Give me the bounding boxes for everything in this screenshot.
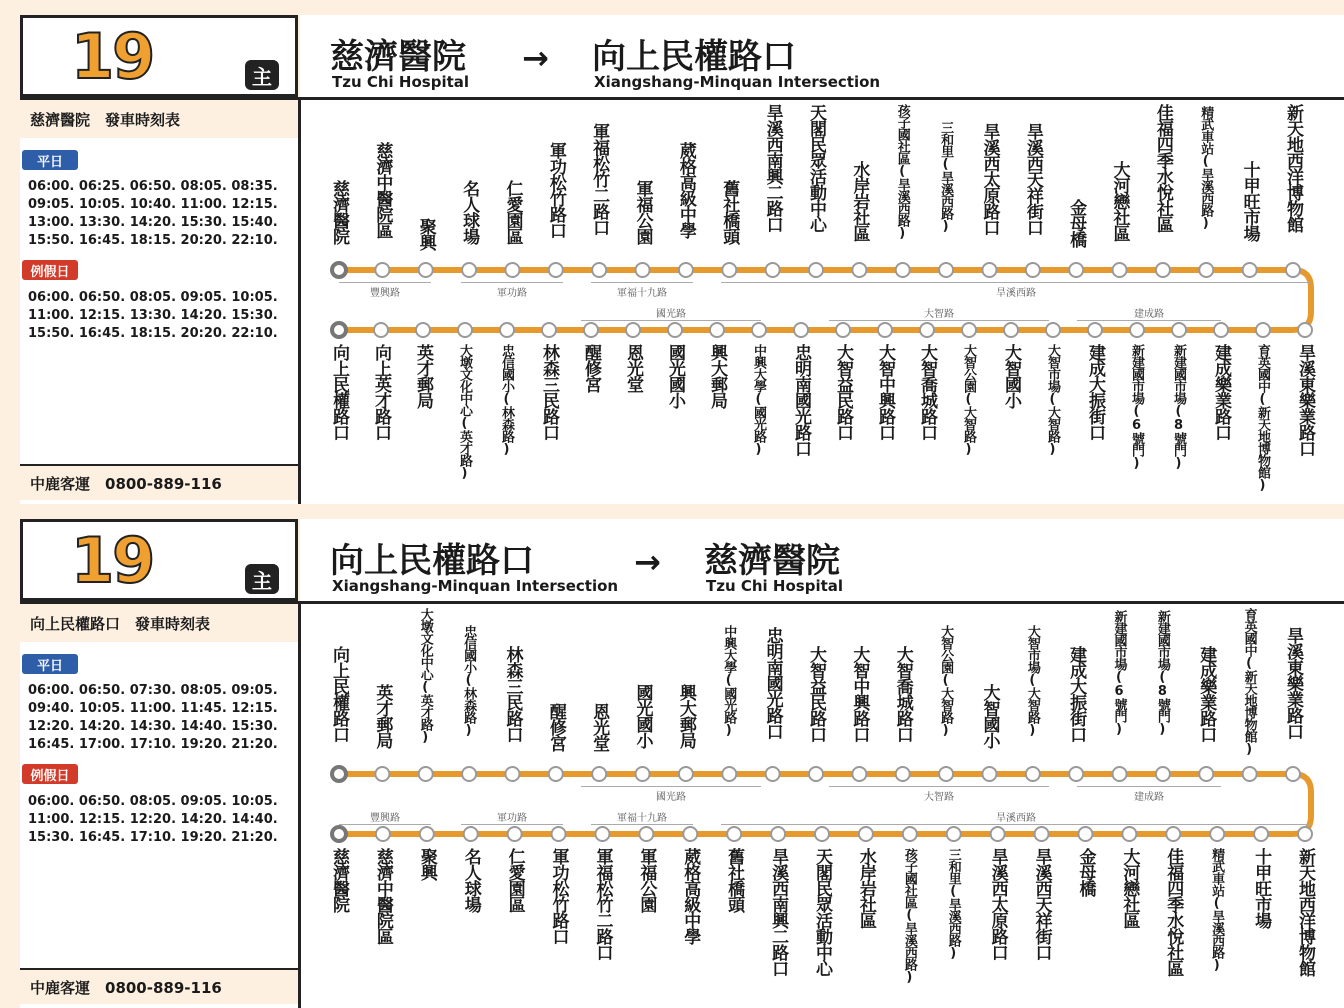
destination-title-zh: 慈濟醫院 bbox=[704, 541, 840, 581]
destination-title-en: Xiangshang-Minquan Intersection bbox=[594, 73, 881, 91]
road-segment-bar bbox=[591, 824, 693, 825]
stop-marker bbox=[1298, 323, 1312, 337]
stop-marker bbox=[549, 767, 563, 781]
road-label: 建成路 bbox=[1134, 309, 1164, 320]
road-segment-bar bbox=[339, 282, 431, 283]
stop-name: 名人球場 bbox=[459, 180, 480, 244]
stop-marker bbox=[679, 263, 693, 277]
stop-name: 忠信國小(林森路) bbox=[499, 344, 514, 456]
stop-marker bbox=[852, 767, 866, 781]
road-segment-bar bbox=[829, 320, 1049, 321]
stop-name: 中興大學(國光路) bbox=[751, 344, 766, 456]
stop-marker bbox=[1210, 827, 1224, 841]
origin-title-zh: 慈濟醫院 bbox=[330, 37, 466, 77]
stop-name: 大智喬城路口 bbox=[917, 344, 937, 440]
stop-marker bbox=[991, 827, 1005, 841]
stop-marker bbox=[1004, 323, 1018, 337]
stop-name: 興大郵局 bbox=[707, 344, 727, 408]
stop-name: 恩光堂 bbox=[589, 703, 610, 751]
stop-name: 中興大學(國光路) bbox=[721, 625, 737, 737]
stop-marker bbox=[462, 263, 476, 277]
stop-marker bbox=[1113, 767, 1127, 781]
stop-name: 軍福松竹二路口 bbox=[592, 848, 613, 960]
stop-marker bbox=[962, 323, 976, 337]
road-segment-bar bbox=[829, 786, 1049, 787]
stop-marker bbox=[1156, 263, 1170, 277]
stop-marker bbox=[982, 767, 996, 781]
stop-name: 育英國中(新天地博物館) bbox=[1255, 344, 1270, 492]
stop-marker bbox=[1026, 263, 1040, 277]
stop-marker bbox=[419, 767, 433, 781]
stop-name: 醒修宮 bbox=[545, 703, 566, 751]
road-segment-bar bbox=[1077, 786, 1221, 787]
stop-name: 三和里(旱溪西路) bbox=[938, 121, 954, 233]
stop-marker bbox=[500, 323, 514, 337]
stop-name: 忠信國小(林森路) bbox=[461, 625, 477, 737]
stop-marker bbox=[668, 323, 682, 337]
stop-name: 金母橋 bbox=[1075, 848, 1096, 896]
stop-name: 大墩文化中心(英才路) bbox=[457, 344, 472, 480]
road-label: 建成路 bbox=[1134, 792, 1164, 803]
stop-marker bbox=[809, 767, 823, 781]
stop-marker bbox=[1243, 767, 1257, 781]
stop-marker bbox=[771, 827, 785, 841]
stop-marker bbox=[1078, 827, 1092, 841]
stop-marker bbox=[722, 263, 736, 277]
stop-name: 醒修宮 bbox=[581, 344, 601, 392]
stop-name: 大智公園(大智路) bbox=[961, 344, 976, 456]
stop-name: 大河戀社區 bbox=[1109, 161, 1130, 241]
direction-header bbox=[300, 504, 1344, 602]
stop-name: 英才郵局 bbox=[372, 684, 393, 748]
direction-arrow-icon: → bbox=[634, 543, 661, 581]
stop-marker bbox=[505, 263, 519, 277]
stop-marker bbox=[376, 827, 390, 841]
holiday-tag: 例假日 bbox=[22, 260, 78, 280]
stop-name: 舊社橋頭 bbox=[719, 180, 740, 244]
weekday-tag: 平日 bbox=[22, 150, 78, 170]
timetable bbox=[20, 100, 298, 504]
stop-name: 林森三民路口 bbox=[502, 646, 523, 742]
direction-header bbox=[300, 0, 1344, 98]
road-label: 軍功路 bbox=[497, 288, 527, 299]
stop-name: 新建國市場(8號門) bbox=[1154, 610, 1170, 736]
stop-name: 新建國市場(6號門) bbox=[1111, 610, 1127, 736]
direction-arrow-icon: → bbox=[522, 39, 549, 77]
stop-name: 旱溪西太原路口 bbox=[979, 123, 1000, 235]
route-number: 19 bbox=[71, 524, 154, 597]
road-label: 國光路 bbox=[656, 309, 686, 320]
stop-name: 金母橋 bbox=[1066, 199, 1087, 247]
stop-marker bbox=[1254, 827, 1268, 841]
holiday-times: 06:00. 06:50. 08:05. 09:05. 10:05. 11:00. 12:15. 12:20. 14:20. 14:40. 15:30. 16:45. 17:10. 19:20. 21:20. bbox=[28, 794, 278, 845]
stop-marker bbox=[626, 323, 640, 337]
company-contact: 中鹿客運 0800-889-116 bbox=[20, 968, 298, 1004]
stop-name: 恩光堂 bbox=[623, 344, 643, 392]
road-label: 國光路 bbox=[656, 792, 686, 803]
stop-marker bbox=[1130, 323, 1144, 337]
stop-name: 聚興 bbox=[415, 218, 436, 250]
stop-marker bbox=[552, 827, 566, 841]
road-segment-bar bbox=[581, 786, 761, 787]
stop-name: 精武車站(旱溪西路) bbox=[1198, 106, 1214, 230]
road-segment-bar bbox=[461, 282, 563, 283]
stop-name: 三和里(旱溪西路) bbox=[945, 848, 961, 960]
stop-name: 旱溪西天祥街口 bbox=[1022, 123, 1043, 235]
road-label: 軍功路 bbox=[497, 813, 527, 824]
road-label: 豐興路 bbox=[370, 288, 400, 299]
route-line bbox=[339, 774, 1311, 834]
stop-marker bbox=[1156, 767, 1170, 781]
stop-name: 向上英才路口 bbox=[371, 344, 391, 440]
origin-title-en: Xiangshang-Minquan Intersection bbox=[332, 577, 619, 595]
stop-name: 旱溪東樂業路口 bbox=[1283, 627, 1303, 739]
stop-name: 葳格高級中學 bbox=[680, 848, 701, 944]
route-line bbox=[339, 270, 1311, 330]
road-segment-bar bbox=[339, 824, 431, 825]
stop-marker bbox=[464, 827, 478, 841]
stop-name: 軍福公園 bbox=[632, 180, 653, 244]
stop-marker bbox=[896, 263, 910, 277]
road-segment-bar bbox=[581, 320, 761, 321]
stop-name: 新建國市場(6號門) bbox=[1129, 344, 1144, 470]
stop-name: 舊社橋頭 bbox=[724, 848, 745, 912]
timetable-title: 慈濟醫院 發車時刻表 bbox=[20, 100, 298, 138]
stop-name: 育英國中(新天地博物館) bbox=[1241, 608, 1257, 756]
stop-marker bbox=[836, 323, 850, 337]
stop-marker bbox=[332, 263, 346, 277]
route-number-box bbox=[20, 519, 298, 601]
stop-marker bbox=[595, 827, 609, 841]
stop-marker bbox=[852, 263, 866, 277]
stop-name: 向上民權路口 bbox=[329, 646, 349, 742]
stop-name: 大河戀社區 bbox=[1119, 848, 1140, 928]
holiday-tag: 例假日 bbox=[22, 764, 78, 784]
stop-marker bbox=[903, 827, 917, 841]
stop-name: 孩子國社區(旱溪西路) bbox=[894, 104, 910, 240]
stop-marker bbox=[878, 323, 892, 337]
road-segment-bar bbox=[721, 824, 1311, 825]
road-label: 軍福十九路 bbox=[617, 288, 667, 299]
stop-marker bbox=[375, 263, 389, 277]
route-diagram bbox=[301, 604, 1344, 1008]
stop-marker bbox=[1113, 263, 1127, 277]
stop-name: 大智益民路口 bbox=[806, 646, 826, 742]
stop-name: 旱溪東樂業路口 bbox=[1295, 344, 1315, 456]
stop-marker bbox=[505, 767, 519, 781]
stop-name: 軍福松竹二路口 bbox=[589, 123, 610, 235]
stop-name: 慈濟醫院 bbox=[329, 180, 349, 244]
stop-marker bbox=[722, 767, 736, 781]
stop-marker bbox=[920, 323, 934, 337]
stop-marker bbox=[1026, 767, 1040, 781]
stop-name: 天閣民眾活動中心 bbox=[806, 104, 826, 232]
stop-marker bbox=[374, 323, 388, 337]
stop-name: 佳福四季水悅社區 bbox=[1163, 848, 1184, 976]
stop-name: 大墩文化中心(英才路) bbox=[417, 608, 433, 744]
stop-marker bbox=[815, 827, 829, 841]
stop-name: 新建國市場(8號門) bbox=[1171, 344, 1186, 470]
road-label: 大智路 bbox=[924, 309, 954, 320]
stop-marker bbox=[766, 263, 780, 277]
stop-name: 大智市場(大智路) bbox=[1045, 344, 1060, 456]
stop-name: 興大郵局 bbox=[675, 684, 696, 748]
stop-name: 忠明南國光路口 bbox=[762, 627, 783, 739]
stop-marker bbox=[1122, 827, 1136, 841]
stop-name: 慈濟醫院 bbox=[329, 848, 349, 912]
stop-name: 國光國小 bbox=[632, 684, 653, 748]
stop-marker bbox=[1214, 323, 1228, 337]
stop-name: 旱溪西太原路口 bbox=[987, 848, 1008, 960]
route-main-badge: 主 bbox=[245, 60, 279, 90]
stop-marker bbox=[794, 323, 808, 337]
stop-name: 聚興 bbox=[416, 848, 437, 880]
stop-marker bbox=[1286, 767, 1300, 781]
stop-marker bbox=[1286, 263, 1300, 277]
stop-name: 大智公園(大智路) bbox=[938, 625, 954, 737]
stop-marker bbox=[1243, 263, 1257, 277]
stop-marker bbox=[1069, 767, 1083, 781]
stop-marker bbox=[1069, 263, 1083, 277]
stop-name: 仁愛園區 bbox=[504, 848, 525, 912]
destination-title-zh: 向上民權路口 bbox=[592, 37, 796, 77]
stop-name: 建成大振街口 bbox=[1066, 646, 1087, 742]
origin-title-en: Tzu Chi Hospital bbox=[332, 73, 470, 91]
stop-marker bbox=[1046, 323, 1060, 337]
stop-marker bbox=[332, 323, 346, 337]
road-segment-bar bbox=[1077, 320, 1221, 321]
stop-marker bbox=[508, 827, 522, 841]
stop-name: 慈濟中醫院區 bbox=[372, 142, 393, 238]
stop-name: 精武車站(旱溪西路) bbox=[1209, 848, 1225, 972]
stop-name: 水岸岩社區 bbox=[849, 161, 870, 241]
timetable-title: 向上民權路口 發車時刻表 bbox=[20, 604, 298, 642]
route-number: 19 bbox=[71, 20, 154, 93]
stop-marker bbox=[592, 263, 606, 277]
road-label: 豐興路 bbox=[370, 813, 400, 824]
stop-name: 向上民權路口 bbox=[329, 344, 349, 440]
stop-name: 旱溪西南興二路口 bbox=[762, 104, 783, 232]
stop-marker bbox=[1298, 827, 1312, 841]
stop-marker bbox=[752, 323, 766, 337]
route-number-box bbox=[20, 15, 298, 97]
stop-marker bbox=[1166, 827, 1180, 841]
stop-marker bbox=[419, 263, 433, 277]
stop-name: 仁愛園區 bbox=[502, 180, 523, 244]
stop-name: 建成樂業路口 bbox=[1211, 344, 1231, 440]
stop-marker bbox=[636, 263, 650, 277]
stop-marker bbox=[1088, 323, 1102, 337]
stop-marker bbox=[416, 323, 430, 337]
stop-name: 慈濟中醫院區 bbox=[372, 848, 393, 944]
stop-name: 新天地西洋博物館 bbox=[1295, 848, 1315, 976]
weekday-times: 06:00. 06:50. 07:30. 08:05. 09:05. 09:40. 10:05. 11:00. 11:45. 12:15. 12:20. 14:20. 14:30. 14:40. 15:30. 16:45. 17:00. 17:10. 19:20. 21:20. bbox=[28, 683, 278, 752]
timetable bbox=[20, 604, 298, 1008]
stop-marker bbox=[462, 767, 476, 781]
road-segment-bar bbox=[721, 282, 1311, 283]
company-contact: 中鹿客運 0800-889-116 bbox=[20, 464, 298, 500]
stop-name: 十甲旺市場 bbox=[1239, 161, 1260, 241]
stop-name: 水岸岩社區 bbox=[855, 848, 876, 928]
road-segment-bar bbox=[591, 282, 693, 283]
stop-name: 孩子國社區(旱溪西路) bbox=[901, 848, 917, 984]
origin-title-zh: 向上民權路口 bbox=[330, 541, 534, 581]
stop-marker bbox=[584, 323, 598, 337]
road-label: 軍福十九路 bbox=[617, 813, 667, 824]
stop-marker bbox=[549, 263, 563, 277]
stop-marker bbox=[859, 827, 873, 841]
stop-marker bbox=[639, 827, 653, 841]
stop-marker bbox=[1199, 767, 1213, 781]
route-panel-return bbox=[0, 504, 1344, 1008]
stop-name: 英才郵局 bbox=[413, 344, 433, 408]
stop-name: 大智益民路口 bbox=[833, 344, 853, 440]
holiday-times: 06:00. 06:50. 08:05. 09:05. 10:05. 11:00. 12:15. 13:30. 14:20. 15:30. 15:50. 16:45. 18:15. 20:20. 22:10. bbox=[28, 290, 278, 341]
road-label: 大智路 bbox=[924, 792, 954, 803]
stop-name: 軍福公園 bbox=[636, 848, 657, 912]
stop-marker bbox=[809, 263, 823, 277]
stop-marker bbox=[1035, 827, 1049, 841]
stop-marker bbox=[636, 767, 650, 781]
stop-name: 旱溪西南興二路口 bbox=[768, 848, 789, 976]
stop-name: 忠明南國光路口 bbox=[791, 344, 811, 456]
stop-name: 大智中興路口 bbox=[849, 646, 870, 742]
stop-marker bbox=[710, 323, 724, 337]
stop-marker bbox=[375, 767, 389, 781]
road-label: 旱溪西路 bbox=[996, 813, 1036, 824]
stop-marker bbox=[939, 263, 953, 277]
stop-marker bbox=[679, 767, 693, 781]
stop-name: 建成大振街口 bbox=[1085, 344, 1105, 440]
stop-name: 十甲旺市場 bbox=[1251, 848, 1272, 928]
stop-name: 大智中興路口 bbox=[875, 344, 895, 440]
stop-marker bbox=[939, 767, 953, 781]
stop-name: 旱溪西天祥街口 bbox=[1031, 848, 1052, 960]
stop-marker bbox=[592, 767, 606, 781]
stop-marker bbox=[683, 827, 697, 841]
stop-marker bbox=[1256, 323, 1270, 337]
stop-name: 大智市場(大智路) bbox=[1024, 625, 1040, 737]
destination-title-en: Tzu Chi Hospital bbox=[706, 577, 844, 595]
stop-marker bbox=[1199, 263, 1213, 277]
stop-name: 天閣民眾活動中心 bbox=[812, 848, 832, 976]
stop-marker bbox=[332, 827, 346, 841]
stop-name: 建成樂業路口 bbox=[1196, 646, 1217, 742]
stop-marker bbox=[727, 827, 741, 841]
stop-marker bbox=[458, 323, 472, 337]
stop-marker bbox=[947, 827, 961, 841]
stop-name: 名人球場 bbox=[460, 848, 481, 912]
stop-name: 林森三民路口 bbox=[539, 344, 559, 440]
stop-marker bbox=[420, 827, 434, 841]
route-main-badge: 主 bbox=[245, 564, 279, 594]
stop-marker bbox=[542, 323, 556, 337]
stop-name: 佳福四季水悅社區 bbox=[1152, 104, 1173, 232]
weekday-times: 06:00. 06:25. 06:50. 08:05. 08:35. 09:05. 10:05. 10:40. 11:00. 12:15. 13:00. 13:30. 14:20. 15:30. 15:40. 15:50. 16:45. 18:15. 20:20. 22:10. bbox=[28, 179, 278, 248]
stop-marker bbox=[982, 263, 996, 277]
stop-name: 大智國小 bbox=[1001, 344, 1021, 408]
stop-name: 新天地西洋博物館 bbox=[1283, 104, 1303, 232]
road-segment-bar bbox=[461, 824, 563, 825]
stop-marker bbox=[896, 767, 910, 781]
stop-name: 軍功松竹路口 bbox=[548, 848, 569, 944]
stop-name: 大智喬城路口 bbox=[892, 646, 913, 742]
stop-name: 軍功松竹路口 bbox=[545, 142, 566, 238]
stop-marker bbox=[1172, 323, 1186, 337]
stop-marker bbox=[766, 767, 780, 781]
stop-name: 葳格高級中學 bbox=[675, 142, 696, 238]
road-label: 旱溪西路 bbox=[996, 288, 1036, 299]
stop-marker bbox=[332, 767, 346, 781]
stop-name: 大智國小 bbox=[979, 684, 1000, 748]
weekday-tag: 平日 bbox=[22, 654, 78, 674]
route-diagram bbox=[301, 100, 1344, 504]
stop-name: 國光國小 bbox=[665, 344, 685, 408]
